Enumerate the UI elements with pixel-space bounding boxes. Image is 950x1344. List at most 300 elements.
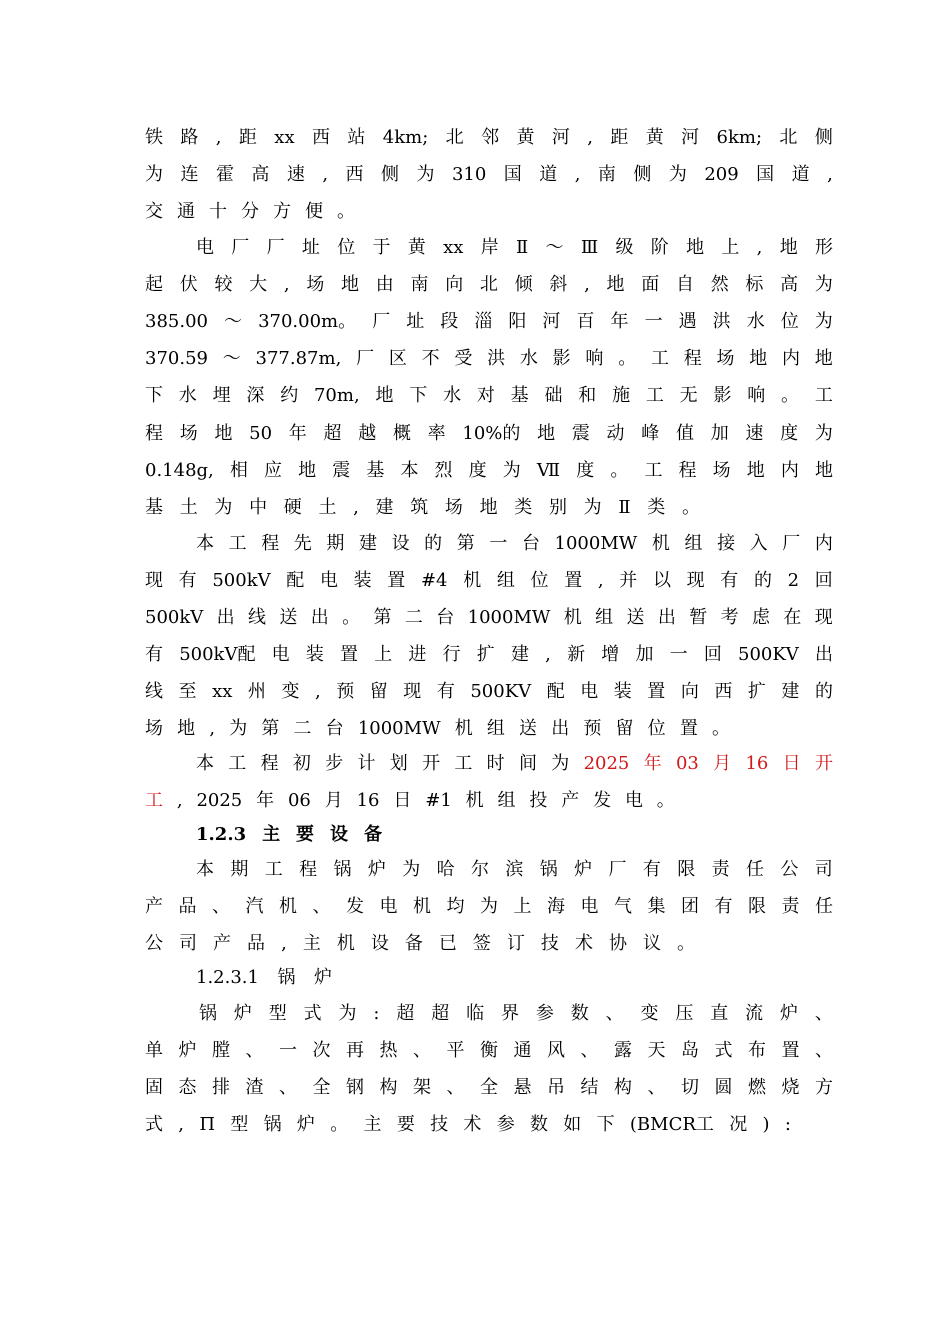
text-token: 海 [547, 896, 565, 917]
text-token: 膛 [212, 1040, 230, 1061]
text-token: 方 [273, 201, 291, 222]
text-token: 类 [514, 497, 533, 518]
text-token: 炉 [779, 1003, 798, 1024]
text-token: 十 [209, 201, 227, 222]
text-token: 考 [720, 607, 739, 628]
text-token: 施 [612, 385, 631, 406]
text-token: 装 [305, 644, 324, 665]
text-token: 出 [216, 607, 235, 628]
text-token: 通 [513, 1040, 532, 1061]
text-token: 侧 [381, 164, 400, 185]
text-token: 回 [703, 644, 722, 665]
text-token: 、 [605, 1003, 624, 1024]
text-token: 上 [374, 644, 393, 665]
text-token: 黄 [407, 237, 426, 258]
text-token: , [827, 164, 833, 185]
text-token: 厂 [372, 311, 391, 332]
text-token: 在 [783, 607, 802, 628]
text-token: 交 [145, 201, 163, 222]
text-token: 锅 [199, 1003, 217, 1024]
text-token: 直 [710, 1003, 729, 1024]
text-token: 限 [748, 896, 766, 917]
text-token: 地 [779, 237, 798, 258]
text-token: 现 [686, 570, 705, 591]
text-token: 任 [815, 896, 833, 917]
text-token: 阶 [650, 237, 669, 258]
text-token: 区 [388, 348, 407, 369]
text-line [145, 932, 695, 956]
text-line [145, 1076, 833, 1100]
text-token: 面 [641, 274, 660, 295]
text-token: 订 [506, 933, 525, 954]
text-token: 黄 [645, 127, 664, 148]
text-token: 较 [214, 274, 233, 295]
text-token: 数 [530, 1114, 548, 1135]
text-token: 技 [540, 933, 559, 954]
text-token: 程 [145, 423, 163, 444]
text-token: 出 [815, 644, 833, 665]
text-token: 385.00 [145, 311, 208, 332]
text-token: ～ [224, 311, 243, 332]
text-token: 置 [679, 718, 698, 739]
text-line [145, 496, 700, 520]
text-token: , [756, 237, 763, 258]
text-token: 公 [780, 859, 799, 880]
text-token: 电 [379, 896, 398, 917]
text-token: 侧 [633, 164, 652, 185]
text-token: 主 [363, 1114, 382, 1135]
text-token: 出 [551, 718, 570, 739]
text-token: 置 [647, 681, 666, 702]
text-token: 应 [264, 460, 282, 481]
text-token: 西 [345, 164, 364, 185]
text-token: 基 [510, 385, 529, 406]
text-line [145, 459, 833, 483]
text-token: 中 [249, 497, 268, 518]
text-token: 出 [310, 607, 329, 628]
text-token: 间 [518, 753, 537, 774]
text-token: 位 [647, 718, 666, 739]
text-token: 为 [416, 164, 435, 185]
text-token: 内 [780, 460, 799, 481]
text-token: 并 [619, 570, 638, 591]
text-token: 要 [296, 824, 315, 845]
text-token: 侧 [814, 127, 833, 148]
text-token: 协 [608, 933, 627, 954]
text-token: 发 [346, 896, 364, 917]
text-token: 期 [326, 533, 345, 554]
text-line [145, 1113, 791, 1137]
text-token: 内 [782, 348, 801, 369]
text-line [196, 858, 833, 882]
text-token: 越 [358, 423, 377, 444]
text-token: 燃 [748, 1077, 766, 1098]
text-token: 为 [480, 896, 498, 917]
text-token: 有 [642, 859, 661, 880]
text-line [145, 310, 833, 334]
text-token: 河 [551, 127, 570, 148]
text-token: 高 [780, 274, 799, 295]
text-token: 炉 [178, 1040, 197, 1061]
text-line [196, 966, 332, 990]
text-token: 为 [551, 753, 570, 774]
text-token: 虑 [752, 607, 771, 628]
text-token: 。 [342, 607, 361, 628]
text-token: 、 [413, 1040, 431, 1061]
text-token: 为 [814, 311, 833, 332]
text-token: 一 [279, 1040, 297, 1061]
text-token: 电 [624, 790, 643, 811]
text-token: 州 [247, 681, 266, 702]
text-token: 、 [312, 896, 331, 917]
text-token: 锅 [277, 967, 296, 988]
text-line [199, 1002, 833, 1026]
text-token: 500kV [212, 570, 271, 591]
text-token: 1000MW [357, 718, 441, 739]
text-token: 。 [337, 201, 355, 222]
text-token: 流 [745, 1003, 764, 1024]
text-token: 程 [299, 859, 318, 880]
text-token: 场 [712, 460, 731, 481]
text-token: 年 [643, 753, 662, 774]
text-token: 百 [576, 311, 595, 332]
text-token: 炉 [574, 859, 593, 880]
text-token: 河 [542, 311, 561, 332]
text-token: 组 [497, 790, 516, 811]
text-token: 动 [606, 423, 625, 444]
text-token: 时 [486, 753, 505, 774]
text-token: 标 [745, 274, 764, 295]
text-token: 态 [178, 1077, 197, 1098]
text-token: 16 [356, 790, 380, 811]
text-token: 向 [445, 274, 464, 295]
text-token: 由 [375, 274, 394, 295]
text-token: 机 [413, 896, 431, 917]
text-token: 限 [677, 859, 696, 880]
text-token: 距 [238, 127, 257, 148]
text-token: 配 [286, 570, 305, 591]
text-token: 变 [640, 1003, 659, 1024]
text-token: 位 [780, 311, 799, 332]
text-line [145, 126, 833, 150]
text-token: 配 [546, 681, 565, 702]
text-token: 。 [781, 385, 800, 406]
text-token: 电 [271, 644, 290, 665]
text-token: 主 [262, 824, 281, 845]
text-token: 计 [357, 753, 376, 774]
text-token: 南 [597, 164, 616, 185]
text-token: 为 [814, 423, 833, 444]
text-token: 受 [454, 348, 473, 369]
text-token: 地 [686, 237, 705, 258]
text-token: 备 [404, 933, 423, 954]
text-token: 为 [214, 497, 233, 518]
text-token: 工 [228, 753, 247, 774]
text-token: 370.00m。 [258, 311, 357, 332]
text-token: 工 [454, 753, 473, 774]
text-token: 河 [681, 127, 700, 148]
text-token: 地 [479, 497, 498, 518]
text-token: 为 [814, 274, 833, 295]
text-token: 本 [400, 460, 419, 481]
text-token: 377.87m, [255, 348, 342, 369]
text-token: 、 [647, 1077, 666, 1098]
text-token: 倾 [514, 274, 533, 295]
text-token: 别 [548, 497, 567, 518]
text-token: 年 [610, 311, 629, 332]
text-token: 切 [681, 1077, 699, 1098]
text-token: 品 [178, 896, 197, 917]
text-token: 国 [756, 164, 775, 185]
text-token: 下 [145, 385, 163, 406]
text-token: 。 [610, 460, 629, 481]
text-token: 平 [446, 1040, 465, 1061]
text-token: 置 [564, 570, 583, 591]
text-token: 场 [306, 274, 325, 295]
text-token: 北 [479, 274, 498, 295]
text-token: 2025 [196, 790, 243, 811]
text-token: 置 [340, 644, 359, 665]
text-token: #1 [425, 790, 452, 811]
text-token: 数 [570, 1003, 589, 1024]
text-token: 站 [347, 127, 366, 148]
text-token: 道 [539, 164, 558, 185]
text-token: 址 [301, 237, 320, 258]
text-token: 500kV配 [179, 644, 256, 665]
text-token: 斜 [549, 274, 568, 295]
text-token: 参 [496, 1114, 515, 1135]
text-token: 速 [745, 423, 764, 444]
text-token: 组 [684, 533, 703, 554]
text-line [196, 752, 833, 776]
text-token: 备 [363, 824, 382, 845]
text-token: 产 [145, 896, 163, 917]
text-token: 下 [596, 1114, 615, 1135]
text-token: 责 [711, 859, 730, 880]
text-token: 公 [145, 933, 163, 954]
text-line [145, 384, 833, 408]
text-token: 机 [651, 533, 670, 554]
text-line [145, 200, 355, 224]
text-token: 地 [814, 460, 833, 481]
text-token: 为 [402, 859, 421, 880]
text-token: 责 [781, 896, 800, 917]
text-token: 程 [678, 460, 697, 481]
text-token: 术 [463, 1114, 482, 1135]
text-token: xx [274, 127, 295, 148]
text-token: , [597, 570, 604, 591]
text-token: 初 [292, 753, 311, 774]
text-token: 水 [519, 348, 538, 369]
text-token: ～ [545, 237, 564, 258]
text-token: 概 [392, 423, 411, 444]
text-token: 北 [445, 127, 464, 148]
text-token: 距 [610, 127, 629, 148]
text-token: #4 [420, 570, 448, 591]
text-token: 签 [472, 933, 491, 954]
text-token: 日 [782, 753, 801, 774]
text-token: 相 [229, 460, 248, 481]
text-token: 度 [780, 423, 799, 444]
text-token: 建 [510, 644, 529, 665]
text-token: 向 [680, 681, 699, 702]
text-token: , [281, 933, 287, 954]
text-token: 均 [446, 896, 465, 917]
text-token: 圆 [714, 1077, 733, 1098]
text-line [196, 823, 382, 847]
text-line [145, 569, 833, 593]
text-token: 架 [413, 1077, 431, 1098]
text-token: 次 [312, 1040, 331, 1061]
text-token: 行 [442, 644, 461, 665]
text-token: 电 [580, 681, 599, 702]
text-token: 有 [145, 644, 163, 665]
text-token: 第 [261, 718, 280, 739]
text-token: 和 [578, 385, 597, 406]
text-token: 型 [268, 1003, 287, 1024]
text-token: 悬 [513, 1077, 532, 1098]
text-token: 工 [644, 460, 663, 481]
text-token: 机 [563, 607, 582, 628]
text-token: 进 [408, 644, 427, 665]
text-token: 南 [410, 274, 429, 295]
text-token: 加 [635, 644, 654, 665]
text-token: Ⅲ [580, 237, 599, 258]
text-token: 、 [279, 1077, 297, 1098]
text-token: , [314, 681, 321, 702]
text-token: 本 [196, 533, 214, 554]
text-token: 台 [436, 607, 455, 628]
text-token: : [784, 1114, 791, 1135]
text-token: 年 [288, 423, 307, 444]
text-token: 哈 [436, 859, 455, 880]
text-token: 发 [593, 790, 612, 811]
text-token: 场 [179, 423, 198, 444]
text-token: xx [443, 237, 464, 258]
text-token: 扩 [747, 681, 766, 702]
text-token: 如 [563, 1114, 582, 1135]
text-token: 型 [230, 1114, 249, 1135]
text-token: 工 [814, 385, 833, 406]
text-token: 埋 [212, 385, 231, 406]
text-token: 厂 [356, 348, 375, 369]
text-token: 形 [814, 237, 833, 258]
text-token: 然 [710, 274, 729, 295]
text-token: 锅 [333, 859, 352, 880]
text-token: 地 [341, 274, 360, 295]
text-token: 组 [496, 570, 515, 591]
text-token: 伏 [179, 274, 198, 295]
text-token: 响 [585, 348, 604, 369]
text-token: 超 [323, 423, 342, 444]
text-token: 烧 [781, 1077, 800, 1098]
text-token: 一 [489, 533, 508, 554]
text-token: 厂 [231, 237, 250, 258]
text-token: 、 [580, 1040, 599, 1061]
text-token: 。 [618, 348, 637, 369]
text-token: 现 [403, 681, 422, 702]
text-token: 年 [256, 790, 275, 811]
text-token: 10%的 [462, 423, 521, 444]
text-token: 土 [318, 497, 337, 518]
text-token: 炉 [367, 859, 386, 880]
text-token: 步 [325, 753, 344, 774]
text-token: : [373, 1003, 380, 1024]
text-token: 370.59 [145, 348, 208, 369]
text-token: 二 [404, 607, 423, 628]
text-token: 划 [389, 753, 408, 774]
text-token: 锅 [263, 1114, 282, 1135]
text-token: 0.148g, [145, 460, 214, 481]
text-token: 建 [358, 533, 377, 554]
text-token: 全 [312, 1077, 331, 1098]
text-token: 露 [614, 1040, 632, 1061]
text-token: 大 [249, 274, 268, 295]
text-token: 50 [249, 423, 273, 444]
text-token: 送 [626, 607, 645, 628]
text-token: 上 [513, 896, 532, 917]
text-token: 设 [391, 533, 410, 554]
text-token: 无 [679, 385, 698, 406]
text-token: 固 [145, 1077, 163, 1098]
text-token: 留 [615, 718, 634, 739]
text-token: (BMCR工 [629, 1114, 714, 1135]
text-token: 址 [406, 311, 425, 332]
text-token: 结 [580, 1077, 599, 1098]
text-token: 为 [338, 1003, 357, 1024]
text-token: 、 [814, 1003, 833, 1024]
text-token: 一 [644, 311, 663, 332]
text-token: 起 [145, 274, 163, 295]
text-token: 程 [261, 533, 280, 554]
text-token: 连 [180, 164, 199, 185]
text-token: 程 [260, 753, 279, 774]
text-token: 至 [178, 681, 197, 702]
text-token: 团 [681, 896, 699, 917]
text-token: 土 [179, 497, 198, 518]
text-token: 震 [571, 423, 590, 444]
text-token: 超 [396, 1003, 415, 1024]
text-line [145, 422, 833, 446]
text-token: 现 [145, 570, 163, 591]
text-token: 加 [710, 423, 729, 444]
text-token: 于 [372, 237, 391, 258]
text-token: 开 [814, 753, 833, 774]
text-token: 方 [815, 1077, 833, 1098]
text-token: 参 [535, 1003, 554, 1024]
text-token: 机 [454, 718, 473, 739]
text-token: 为 [668, 164, 687, 185]
text-token: 位 [530, 570, 549, 591]
text-token: 、 [245, 1040, 264, 1061]
text-token: 为 [583, 497, 602, 518]
text-token: 水 [178, 385, 197, 406]
text-token: 黄 [516, 127, 535, 148]
text-token: 烈 [434, 460, 453, 481]
text-token: 变 [281, 681, 300, 702]
text-token: 厂 [782, 533, 801, 554]
text-token: 深 [246, 385, 265, 406]
text-token: 率 [427, 423, 446, 444]
text-token: 品 [247, 933, 266, 954]
text-token: 地 [814, 348, 833, 369]
text-token: 本 [196, 859, 214, 880]
text-token: 500KV [738, 644, 799, 665]
text-token: 机 [465, 790, 484, 811]
text-token: 有 [720, 570, 739, 591]
text-token: 北 [779, 127, 798, 148]
text-token: 排 [212, 1077, 230, 1098]
